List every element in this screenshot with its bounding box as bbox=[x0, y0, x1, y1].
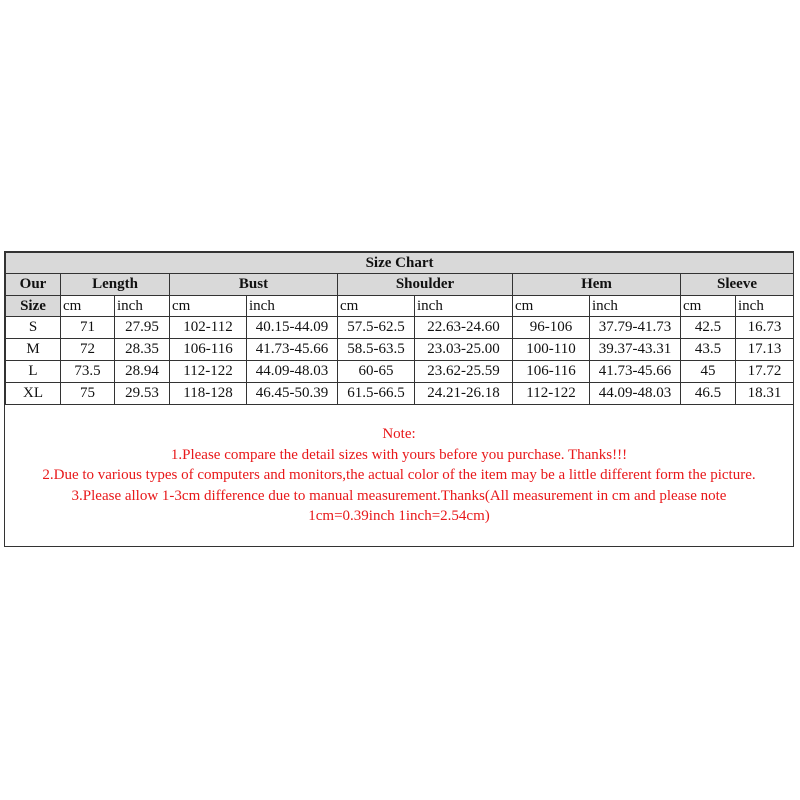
table-cell: 75 bbox=[61, 383, 115, 405]
table-cell: 28.35 bbox=[115, 339, 170, 361]
table-cell: 43.5 bbox=[681, 339, 736, 361]
table-cell: 57.5-62.5 bbox=[338, 317, 415, 339]
size-table bbox=[5, 252, 794, 405]
table-cell: 16.73 bbox=[736, 317, 794, 339]
table-cell: 96-106 bbox=[513, 317, 590, 339]
table-cell: 41.73-45.66 bbox=[590, 361, 681, 383]
unit-label: cm bbox=[513, 296, 590, 317]
size-cell: XL bbox=[6, 383, 61, 405]
table-cell: 45 bbox=[681, 361, 736, 383]
our-size-label: Our bbox=[6, 274, 61, 296]
table-cell: 106-116 bbox=[513, 361, 590, 383]
note-line-2: 2.Due to various types of computers and monitors,the actual color of the item may be a little different form the picture. bbox=[42, 467, 756, 483]
table-row bbox=[6, 317, 794, 339]
table-cell: 44.09-48.03 bbox=[247, 361, 338, 383]
table-cell: 41.73-45.66 bbox=[247, 339, 338, 361]
table-cell: 39.37-43.31 bbox=[590, 339, 681, 361]
note-block bbox=[5, 424, 793, 527]
our-size-label-2: Size bbox=[6, 296, 61, 317]
size-cell: L bbox=[6, 361, 61, 383]
header-shoulder: Shoulder bbox=[338, 274, 513, 296]
unit-label: inch bbox=[736, 296, 794, 317]
table-cell: 100-110 bbox=[513, 339, 590, 361]
unit-label: cm bbox=[681, 296, 736, 317]
table-cell: 118-128 bbox=[170, 383, 247, 405]
note-line-3: 3.Please allow 1-3cm difference due to manual measurement.Thanks(All measurement in cm and please note 1cm=0.39inch 1inch=2.54cm) bbox=[71, 487, 727, 524]
chart-title: Size Chart bbox=[6, 253, 794, 274]
table-cell: 42.5 bbox=[681, 317, 736, 339]
table-cell: 72 bbox=[61, 339, 115, 361]
table-cell: 46.5 bbox=[681, 383, 736, 405]
table-cell: 61.5-66.5 bbox=[338, 383, 415, 405]
table-cell: 60-65 bbox=[338, 361, 415, 383]
table-cell: 58.5-63.5 bbox=[338, 339, 415, 361]
unit-label: cm bbox=[61, 296, 115, 317]
table-cell: 37.79-41.73 bbox=[590, 317, 681, 339]
table-cell: 17.72 bbox=[736, 361, 794, 383]
table-cell: 23.62-25.59 bbox=[415, 361, 513, 383]
header-length: Length bbox=[61, 274, 170, 296]
table-cell: 46.45-50.39 bbox=[247, 383, 338, 405]
table-cell: 22.63-24.60 bbox=[415, 317, 513, 339]
table-cell: 73.5 bbox=[61, 361, 115, 383]
table-cell: 17.13 bbox=[736, 339, 794, 361]
header-sleeve: Sleeve bbox=[681, 274, 794, 296]
table-cell: 29.53 bbox=[115, 383, 170, 405]
table-cell: 102-112 bbox=[170, 317, 247, 339]
header-hem: Hem bbox=[513, 274, 681, 296]
table-cell: 27.95 bbox=[115, 317, 170, 339]
table-cell: 44.09-48.03 bbox=[590, 383, 681, 405]
table-cell: 71 bbox=[61, 317, 115, 339]
table-cell: 18.31 bbox=[736, 383, 794, 405]
table-cell: 106-116 bbox=[170, 339, 247, 361]
table-row bbox=[6, 361, 794, 383]
note-heading: Note: bbox=[382, 426, 416, 442]
table-cell: 28.94 bbox=[115, 361, 170, 383]
unit-label: cm bbox=[170, 296, 247, 317]
table-cell: 23.03-25.00 bbox=[415, 339, 513, 361]
unit-label: inch bbox=[415, 296, 513, 317]
unit-label: inch bbox=[590, 296, 681, 317]
size-cell: S bbox=[6, 317, 61, 339]
table-row bbox=[6, 383, 794, 405]
table-cell: 112-122 bbox=[513, 383, 590, 405]
size-chart bbox=[4, 251, 794, 547]
table-cell: 112-122 bbox=[170, 361, 247, 383]
unit-label: inch bbox=[115, 296, 170, 317]
size-cell: M bbox=[6, 339, 61, 361]
table-cell: 40.15-44.09 bbox=[247, 317, 338, 339]
unit-label: cm bbox=[338, 296, 415, 317]
note-line-1: 1.Please compare the detail sizes with yours before you purchase. Thanks!!! bbox=[170, 446, 628, 463]
unit-label: inch bbox=[247, 296, 338, 317]
header-bust: Bust bbox=[170, 274, 338, 296]
table-row bbox=[6, 339, 794, 361]
table-cell: 24.21-26.18 bbox=[415, 383, 513, 405]
